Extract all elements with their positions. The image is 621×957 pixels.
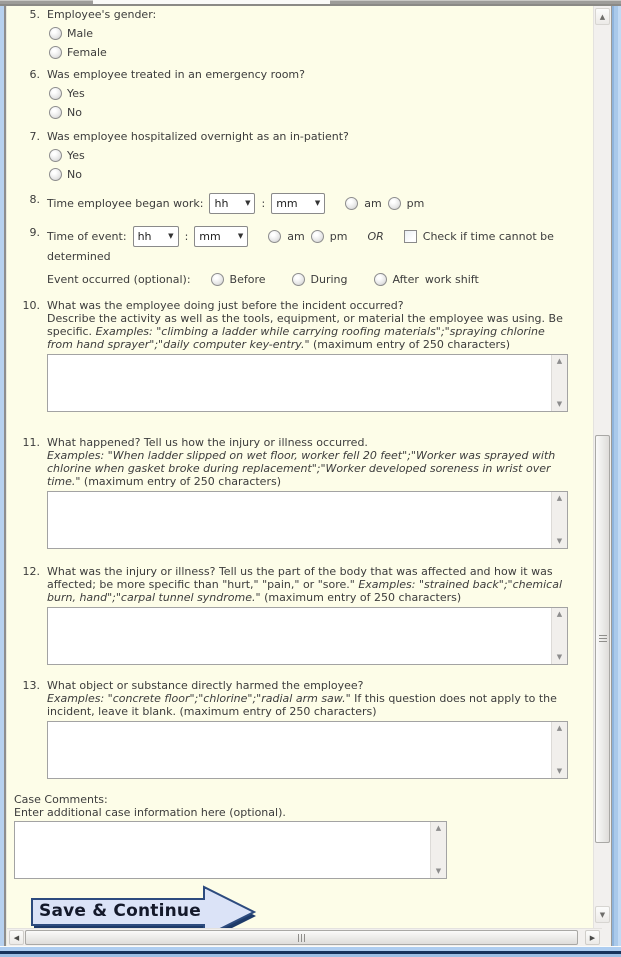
question-number [7, 273, 47, 286]
q8-minute-select[interactable] [271, 193, 325, 214]
q8-hour-select[interactable] [209, 193, 255, 214]
q12-textarea-scrollbar[interactable] [551, 608, 567, 664]
scrollbar-grip [298, 934, 306, 942]
question-12-description: What was the injury or illness? Tell us the part of the body that was affected and how it was affected; be more specific than "hurt," "pain," or "sore." Examples: "strained back";"chemical burn, hand";"carpal tunnel syndrome." (maximum entry of 250 characters) [47, 565, 562, 604]
scroll-up-icon[interactable]: ▲ [556, 357, 563, 365]
scroll-up-icon[interactable]: ▲ [556, 494, 563, 502]
question-number: 12. [22, 565, 40, 578]
q8-pm-radio[interactable] [388, 197, 401, 210]
scroll-down-icon[interactable]: ▼ [556, 653, 563, 661]
scroll-down-icon: ▼ [599, 910, 606, 919]
q8-minute-value: mm [276, 197, 298, 210]
q5-male-label: Male [67, 26, 94, 40]
scroll-up-icon[interactable]: ▲ [556, 610, 563, 618]
horizontal-scrollbar[interactable] [7, 928, 602, 946]
event-before-label: Before [229, 273, 266, 286]
q8-pm-label: pm [406, 197, 425, 210]
question-6-title: Was employee treated in an emergency room? [47, 68, 305, 81]
horizontal-scrollbar-thumb[interactable] [25, 930, 578, 945]
event-during-label: During [310, 273, 348, 286]
scroll-up-icon[interactable]: ▲ [435, 824, 442, 832]
scroll-right-button[interactable] [585, 930, 600, 945]
question-9-title: Time of event: [47, 230, 127, 243]
case-comments-textarea-frame [14, 821, 447, 879]
event-after-radio[interactable] [374, 273, 387, 286]
q9-time-colon: : [184, 230, 189, 243]
question-number: 7. [29, 130, 40, 143]
scroll-up-button[interactable] [595, 8, 610, 25]
chevron-down-icon: ▼ [314, 199, 321, 207]
question-7-title: Was employee hospitalized overnight as an in-patient? [47, 130, 349, 143]
q12-injury-illness-textarea[interactable] [48, 608, 550, 664]
vertical-scrollbar-thumb[interactable] [595, 435, 610, 843]
scrollbar-grip [599, 635, 607, 643]
question-10-description: Describe the activity as well as the tools, equipment, or material the employee was using. Be specific. Examples: "climbing a ladder while carrying roofing materials";"spraying chlorine from hand sprayer";"daily computer key-entry." (maximum entry of 250 characters) [47, 312, 563, 351]
question-7 [7, 130, 593, 181]
event-suffix-label: work shift [424, 273, 479, 286]
question-11-title: What happened? Tell us how the injury or illness occurred. [47, 436, 368, 449]
q8-am-label: am [364, 197, 382, 210]
question-number: 10. [22, 299, 40, 312]
q8-am-radio[interactable] [345, 197, 358, 210]
scroll-left-icon: ◀ [13, 933, 20, 942]
q9-am-radio[interactable] [268, 230, 281, 243]
q6-no-radio[interactable] [49, 106, 62, 119]
q6-yes-radio[interactable] [49, 87, 62, 100]
save-continue-button[interactable] [28, 885, 263, 928]
scroll-left-button[interactable] [9, 930, 24, 945]
scroll-down-icon[interactable]: ▼ [435, 867, 442, 875]
scroll-down-button[interactable] [595, 906, 610, 923]
q9-am-label: am [287, 230, 305, 243]
question-number: 13. [22, 679, 40, 692]
question-number: 11. [22, 436, 40, 449]
q7-yes-option[interactable] [49, 148, 570, 162]
event-before-radio[interactable] [211, 273, 224, 286]
window-border-right [611, 6, 621, 946]
q10-textarea-scrollbar[interactable] [551, 355, 567, 411]
q9-minute-value: mm [199, 230, 221, 243]
q5-male-option[interactable] [49, 26, 570, 40]
q7-no-option[interactable] [49, 167, 570, 181]
case-comments-label: Case Comments: [14, 793, 108, 806]
question-number: 8. [29, 193, 40, 206]
q9-pm-label: pm [329, 230, 348, 243]
case-comments-sublabel: Enter additional case information here (optional). [14, 806, 286, 819]
q9-checkbox-label-wrap: determined [47, 250, 111, 263]
q5-female-label: Female [67, 45, 107, 59]
question-5 [7, 8, 593, 59]
chevron-down-icon: ▼ [168, 232, 174, 240]
q9-pm-radio[interactable] [311, 230, 324, 243]
q7-no-label: No [67, 167, 82, 181]
form-content [7, 6, 593, 928]
event-occurred-row [7, 273, 593, 286]
scroll-right-icon: ▶ [589, 933, 596, 942]
q6-no-option[interactable] [49, 105, 570, 119]
q5-female-option[interactable] [49, 45, 570, 59]
scroll-down-icon[interactable]: ▼ [556, 400, 563, 408]
chevron-down-icon: ▼ [245, 199, 251, 207]
q11-textarea-frame [47, 491, 568, 549]
question-12 [7, 565, 593, 665]
event-during-radio[interactable] [292, 273, 305, 286]
event-occurred-label: Event occurred (optional): [47, 273, 191, 286]
case-comments-textarea-scrollbar[interactable] [430, 822, 446, 878]
q9-hour-select[interactable] [133, 226, 179, 247]
save-continue-label: Save & Continue [39, 901, 201, 921]
window-border-bottom [0, 946, 621, 957]
case-comments-section [14, 793, 593, 879]
q7-yes-radio[interactable] [49, 149, 62, 162]
q9-or-label: OR [367, 230, 384, 243]
question-5-title: Employee's gender: [47, 8, 157, 21]
scroll-up-icon[interactable]: ▲ [556, 724, 563, 732]
q11-textarea-scrollbar[interactable] [551, 492, 567, 548]
question-8 [7, 193, 593, 214]
question-13-title: What object or substance directly harmed the employee? [47, 679, 364, 692]
q9-minute-select[interactable] [194, 226, 248, 247]
q7-no-radio[interactable] [49, 168, 62, 181]
question-10-title: What was the employee doing just before the incident occurred? [47, 299, 404, 312]
scroll-down-icon[interactable]: ▼ [556, 537, 563, 545]
question-13 [7, 679, 593, 779]
question-6 [7, 68, 593, 119]
case-comments-textarea[interactable] [15, 822, 429, 878]
q13-object-substance-textarea[interactable] [48, 722, 550, 778]
question-number: 5. [29, 8, 40, 21]
question-13-description: Examples: "concrete floor";"chlorine";"radial arm saw." If this question does not apply to the incident, leave it blank. (maximum entry of 250 characters) [47, 692, 557, 718]
q10-activity-textarea[interactable] [48, 355, 550, 411]
question-8-title: Time employee began work: [47, 197, 204, 210]
window-border-left [0, 6, 7, 946]
q5-male-radio[interactable] [49, 27, 62, 40]
scroll-up-icon: ▲ [599, 12, 606, 21]
q10-textarea-frame [47, 354, 568, 412]
q6-yes-label: Yes [67, 86, 85, 100]
q11-what-happened-textarea[interactable] [48, 492, 550, 548]
q9-checkbox-label: Check if time cannot be [422, 230, 554, 243]
question-11 [7, 436, 593, 549]
q12-textarea-frame [47, 607, 568, 665]
scroll-down-icon[interactable]: ▼ [556, 767, 563, 775]
q5-female-radio[interactable] [49, 46, 62, 59]
q6-yes-option[interactable] [49, 86, 570, 100]
q8-hour-value: hh [214, 197, 229, 210]
q13-textarea-frame [47, 721, 568, 779]
q6-no-label: No [67, 105, 82, 119]
q8-time-colon: : [261, 197, 266, 210]
question-number: 9. [29, 226, 40, 239]
question-number: 6. [29, 68, 40, 81]
q9-hour-value: hh [137, 230, 152, 243]
chevron-down-icon: ▼ [237, 232, 244, 240]
q13-textarea-scrollbar[interactable] [551, 722, 567, 778]
window-top-edge-highlight [93, 0, 330, 4]
question-9 [7, 226, 593, 263]
event-after-label: After [392, 273, 419, 286]
question-10 [7, 299, 593, 412]
question-11-description: Examples: "When ladder slipped on wet floor, worker fell 20 feet";"Worker was sprayed with chlorine when gasket broke during replacement";"Worker developed soreness in wrist over time." (maximum entry of 250 characters) [47, 449, 556, 488]
q7-yes-label: Yes [67, 148, 85, 162]
scrollbar-corner [602, 928, 611, 946]
q9-time-undetermined-checkbox[interactable] [404, 230, 417, 243]
vertical-scrollbar[interactable] [593, 6, 611, 928]
